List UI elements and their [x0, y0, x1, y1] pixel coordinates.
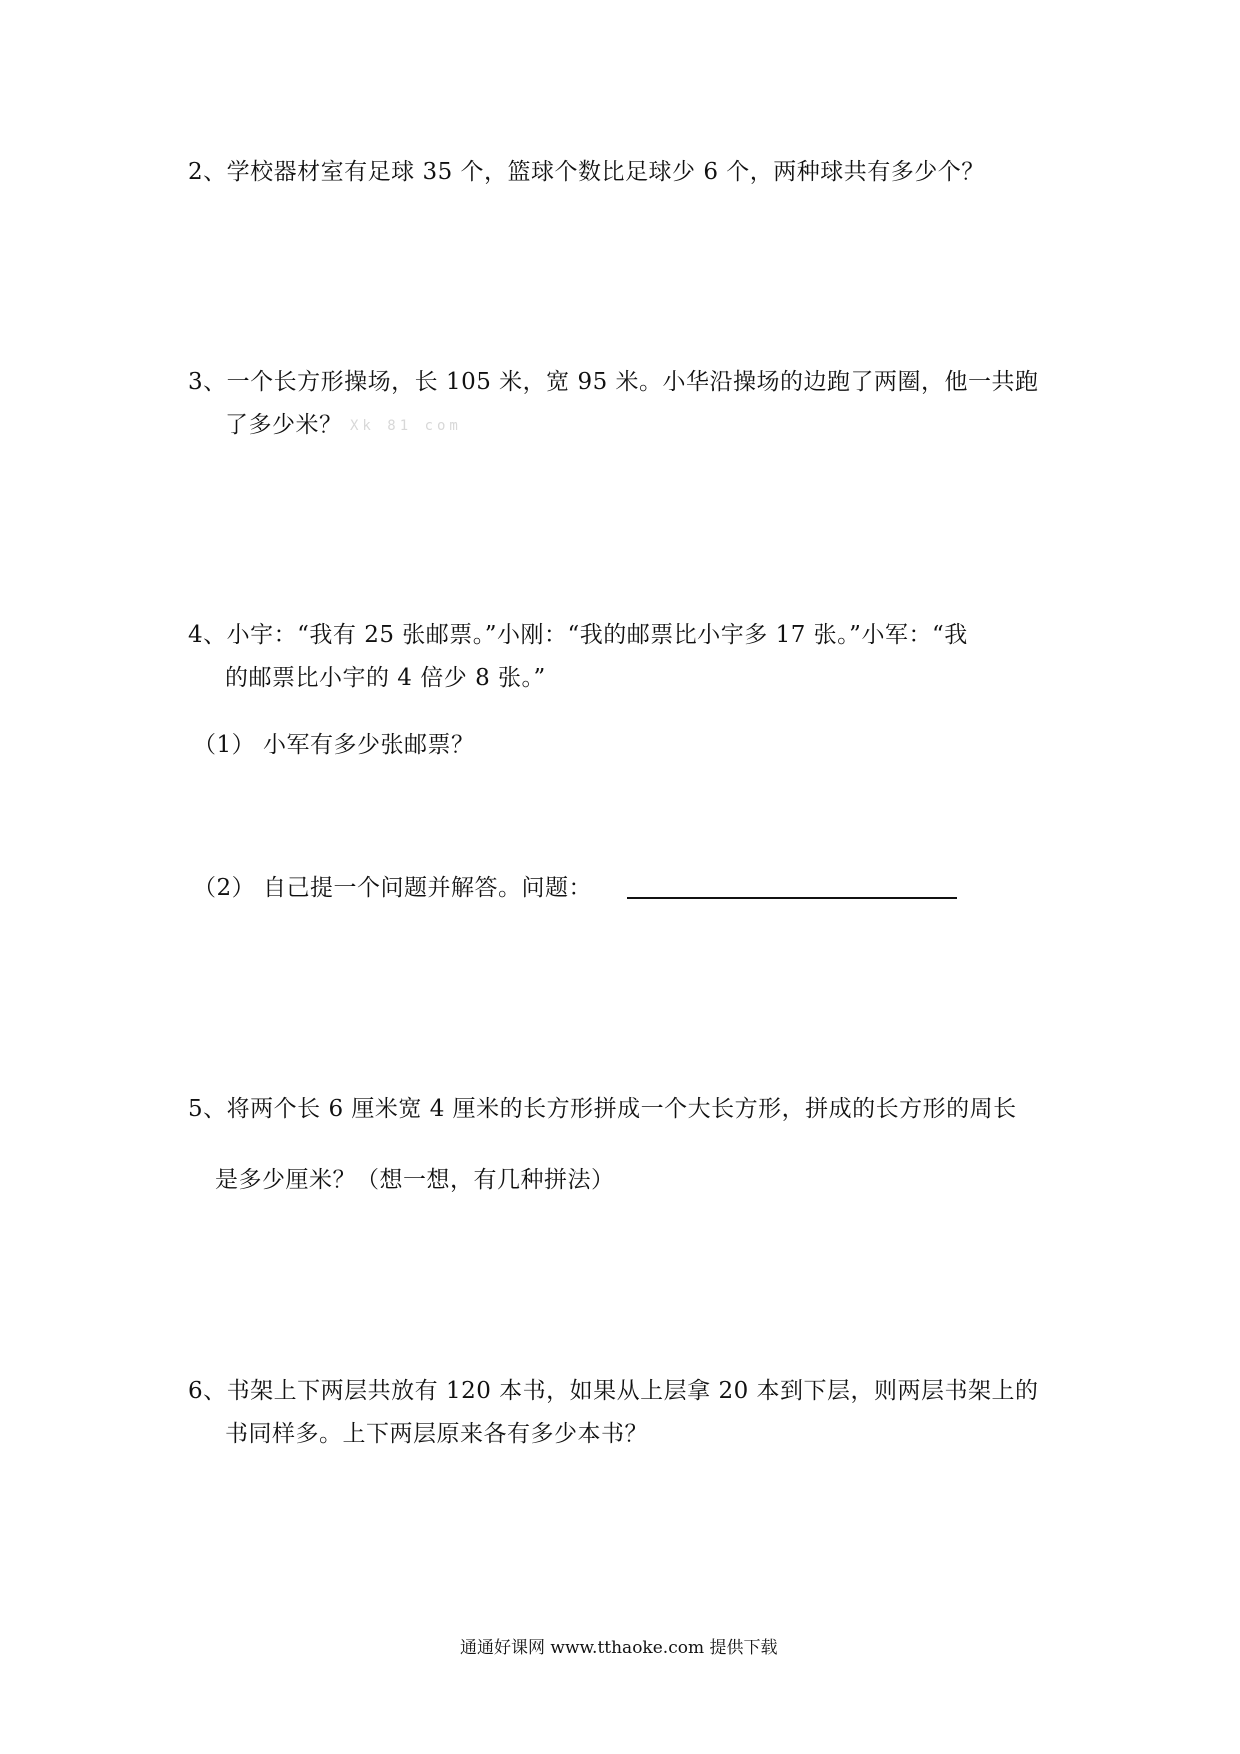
question-6-text-line-1: 6、书架上下两层共放有 120 本书，如果从上层拿 20 本到下层，则两层书架上的 — [188, 1378, 1039, 1404]
question-2-text: 2、学校器材室有足球 35 个，篮球个数比足球少 6 个，两种球共有多少个？ — [188, 159, 985, 185]
question-5-text-line-2: 是多少厘米？（想一想，有几种拼法） — [215, 1167, 615, 1193]
question-5-text-line-1: 5、将两个长 6 厘米宽 4 厘米的长方形拼成一个大长方形，拼成的长方形的周长 — [188, 1096, 1017, 1122]
question-4-text-line-2: 的邮票比小宇的 4 倍少 8 张。” — [225, 665, 546, 691]
question-4-subquestion-2: （2） 自己提一个问题并解答。问题： — [193, 875, 592, 901]
page-footer: 通通好课网 www.tthaoke.com 提供下载 — [460, 1638, 778, 1658]
question-6-text-line-2: 书同样多。上下两层原来各有多少本书？ — [225, 1421, 648, 1447]
question-3-text-line-2: 了多少米？ — [225, 412, 343, 438]
question-3-text-line-1: 3、一个长方形操场，长 105 米，宽 95 米。小华沿操场的边跑了两圈，他一共跑 — [188, 369, 1039, 395]
question-4-text-line-1: 4、小宇：“我有 25 张邮票。”小刚：“我的邮票比小宇多 17 张。”小军：“我 — [188, 622, 968, 648]
watermark: Xk 81 com — [350, 418, 462, 434]
question-4-subquestion-1: （1） 小军有多少张邮票？ — [193, 732, 475, 758]
answer-blank-line — [627, 897, 957, 899]
